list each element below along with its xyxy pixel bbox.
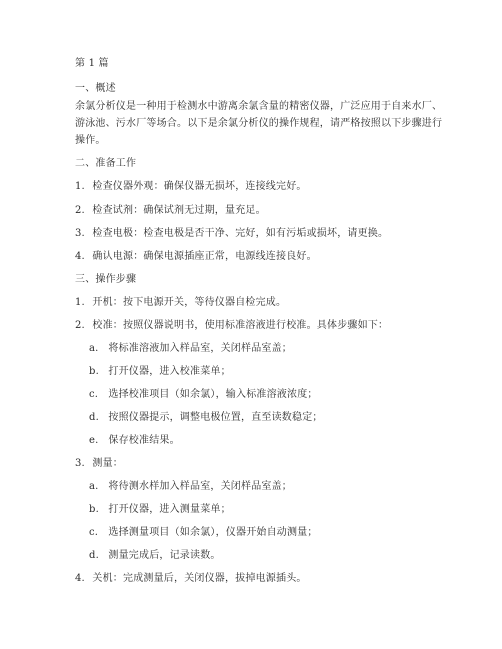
sub-list-item-letter: a. bbox=[89, 343, 99, 354]
overview-paragraph-line-1: 余氯分析仪是一种用于检测水中游离余氯含量的精密仪器，广泛应用于自来水厂、 bbox=[75, 101, 443, 112]
list-item-number: 1. bbox=[75, 181, 85, 192]
list-item bbox=[75, 180, 307, 194]
sub-list-item bbox=[89, 365, 231, 379]
list-item-text: 关机：完成测量后，关闭仪器，拔掉电源插头。 bbox=[92, 573, 307, 584]
sub-list-item-letter: c. bbox=[89, 527, 99, 538]
list-item bbox=[75, 204, 266, 218]
list-item-text: 检查仪器外观：确保仪器无损坏，连接线完好。 bbox=[92, 181, 307, 192]
sub-list-item-text: 测量完成后，记录读数。 bbox=[108, 550, 221, 561]
list-item-number: 2. bbox=[75, 320, 85, 331]
sub-list-item-letter: c. bbox=[89, 389, 99, 400]
sub-list-item-text: 将标准溶液加入样品室，关闭样品室盖； bbox=[108, 343, 292, 354]
sub-list-item-text: 打开仪器，进入测量菜单； bbox=[108, 504, 231, 515]
sub-list-item bbox=[89, 503, 231, 517]
sub-list-item bbox=[89, 411, 323, 425]
list-item-number: 4. bbox=[75, 573, 85, 584]
list-item-text: 校准：按照仪器说明书，使用标准溶液进行校准。具体步骤如下： bbox=[92, 320, 389, 331]
list-item-number: 4. bbox=[75, 251, 85, 262]
list-item-text: 检查电极：检查电极是否干净、完好，如有污垢或损坏，请更换。 bbox=[92, 228, 389, 239]
sub-list-item-letter: b. bbox=[89, 366, 99, 377]
overview-paragraph-line-2: 游泳池、污水厂等场合。以下是余氯分析仪的操作规程，请严格按照以下步骤进行 bbox=[75, 118, 443, 129]
list-item bbox=[75, 572, 307, 586]
sub-list-item-text: 打开仪器，进入校准菜单； bbox=[108, 366, 231, 377]
list-item-number: 2. bbox=[75, 205, 85, 216]
list-item bbox=[75, 296, 286, 310]
sub-list-item bbox=[89, 480, 292, 494]
sub-list-item bbox=[89, 526, 318, 540]
sub-list-item bbox=[89, 342, 292, 356]
sub-list-item bbox=[89, 434, 180, 448]
sub-list-item-text: 选择校准项目（如余氯），输入标准溶液浓度； bbox=[108, 389, 318, 400]
list-item-text: 确认电源：确保电源插座正常，电源线连接良好。 bbox=[92, 251, 317, 262]
sub-list-item bbox=[89, 549, 221, 563]
list-item bbox=[75, 250, 317, 264]
section-heading-overview: 一、概述 bbox=[75, 83, 116, 94]
list-item-text: 测量： bbox=[92, 458, 123, 469]
sub-list-item-letter: a. bbox=[89, 481, 99, 492]
list-item bbox=[75, 457, 123, 471]
section-heading-preparation: 二、准备工作 bbox=[75, 158, 137, 169]
list-item bbox=[75, 227, 388, 241]
sub-list-item-letter: d. bbox=[89, 412, 99, 423]
sub-list-item-letter: b. bbox=[89, 504, 99, 515]
sub-list-item bbox=[89, 388, 318, 402]
section-heading-operation: 三、操作步骤 bbox=[75, 274, 137, 285]
sub-list-item-text: 保存校准结果。 bbox=[108, 435, 180, 446]
chapter-title: 第 1 篇 bbox=[75, 58, 109, 69]
list-item bbox=[75, 319, 388, 333]
list-item-number: 3. bbox=[75, 228, 85, 239]
list-item-text: 检查试剂：确保试剂无过期，量充足。 bbox=[92, 205, 266, 216]
list-item-number: 3. bbox=[75, 458, 85, 469]
sub-list-item-text: 选择测量项目（如余氯），仪器开始自动测量； bbox=[108, 527, 318, 538]
sub-list-item-text: 将待测水样加入样品室，关闭样品室盖； bbox=[108, 481, 292, 492]
overview-paragraph-line-3: 操作。 bbox=[75, 135, 106, 146]
sub-list-item-letter: e. bbox=[89, 435, 99, 446]
sub-list-item-letter: d. bbox=[89, 550, 99, 561]
sub-list-item-text: 按照仪器提示，调整电极位置，直至读数稳定； bbox=[108, 412, 323, 423]
list-item-text: 开机：按下电源开关，等待仪器自检完成。 bbox=[92, 297, 287, 308]
list-item-number: 1. bbox=[75, 297, 85, 308]
